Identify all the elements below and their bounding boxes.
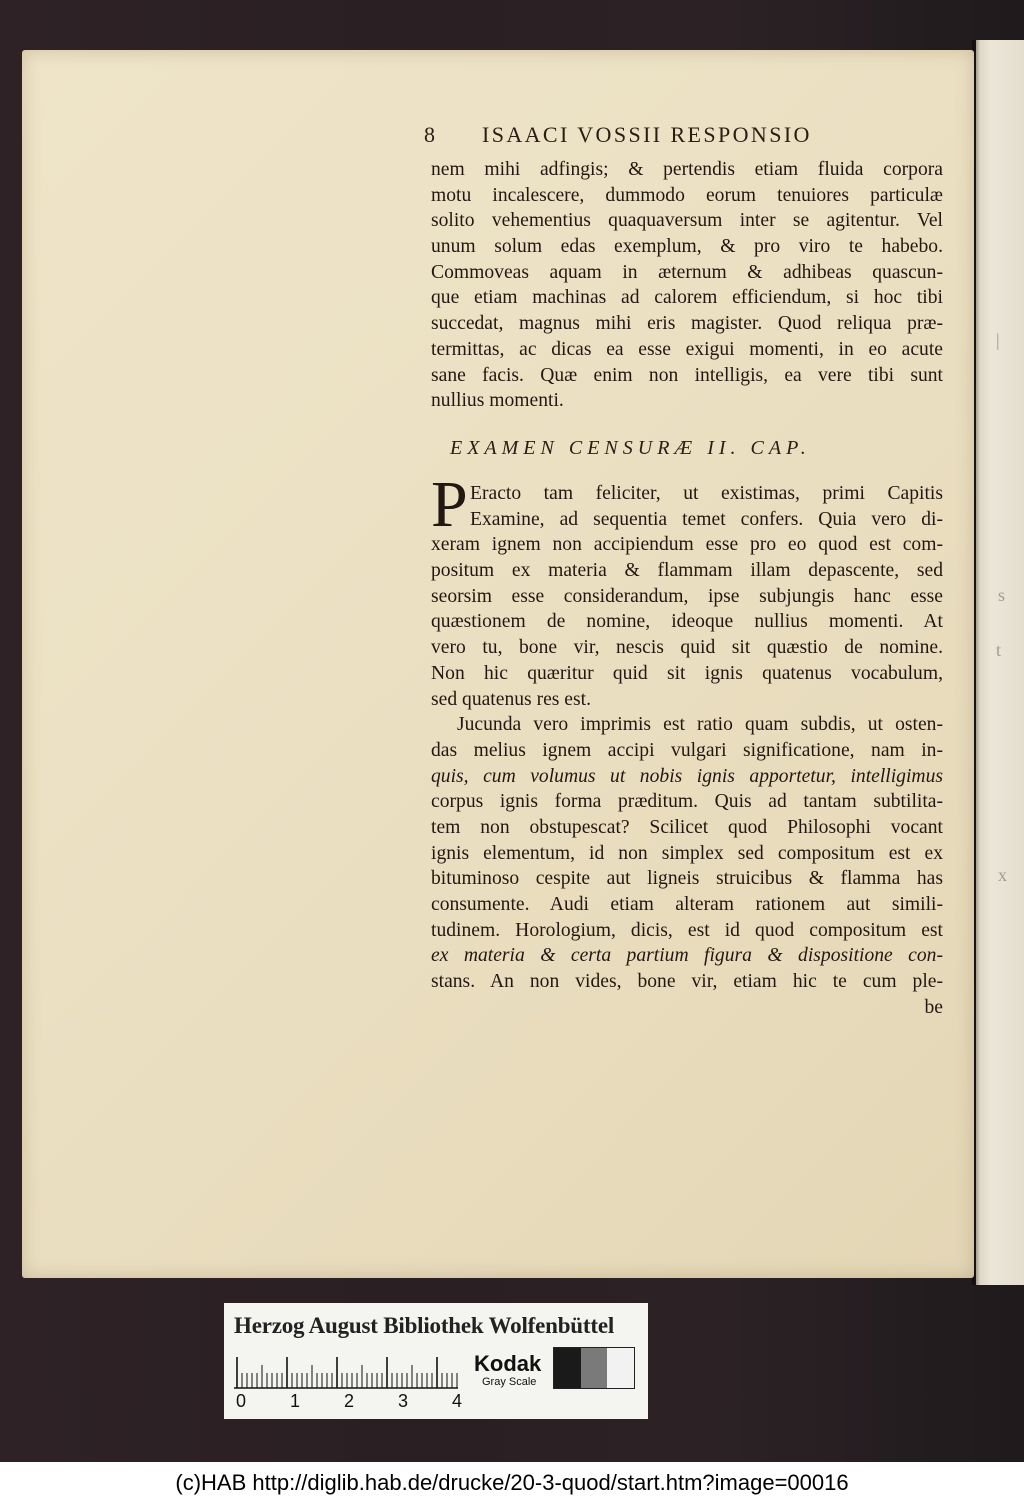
text-line: bituminoso cespite aut ligneis struicibus & flamma has bbox=[431, 868, 943, 890]
text-line: que etiam machinas ad calorem efficiendum, si hoc tibi bbox=[431, 287, 943, 309]
text-line: quis, cum volumus ut nobis ignis apportetur, intelligimus bbox=[431, 765, 943, 787]
drop-cap: P bbox=[431, 468, 468, 541]
color-reference-card bbox=[224, 1303, 648, 1419]
text-line: nullius momenti. bbox=[431, 390, 564, 412]
text-line: positum ex materia & flammam illam depascente, sed bbox=[431, 560, 943, 582]
text-line: motu incalescere, dummodo eorum tenuiores particulæ bbox=[431, 184, 943, 206]
text-line: xeram ignem non accipiendum esse pro eo quod est com- bbox=[431, 534, 943, 556]
ruler-numbers bbox=[224, 1391, 484, 1415]
ruler-scale bbox=[234, 1355, 458, 1389]
ruler-number: 0 bbox=[236, 1391, 247, 1411]
section-heading: EXAMEN CENSURÆ II. CAP. bbox=[450, 437, 811, 459]
text-line: corpus ignis forma præditum. Quis ad tantam subtilita- bbox=[431, 791, 943, 813]
copyright-url: (c)HAB http://diglib.hab.de/drucke/20-3-quod/start.htm?image=00016 bbox=[175, 1470, 849, 1495]
ruler-number: 4 bbox=[452, 1391, 463, 1411]
text-line: tem non obstupescat? Scilicet quod Philosophi vocant bbox=[431, 816, 943, 838]
footer-bar bbox=[0, 1462, 1024, 1504]
section-body bbox=[431, 481, 943, 1020]
text-line: tudinem. Horologium, dicis, est id quod compositum est bbox=[431, 919, 943, 941]
kodak-logo: Kodak bbox=[474, 1351, 542, 1376]
facing-page-edge: | s t x bbox=[976, 40, 1024, 1285]
running-head bbox=[424, 122, 944, 150]
text-line: sane facis. Quæ enim non intelligis, ea vere tibi sunt bbox=[431, 364, 943, 386]
text-line: das melius ignem accipi vulgari significatione, nam in- bbox=[431, 739, 943, 761]
swatch-white bbox=[607, 1348, 634, 1388]
text-line: Commoveas aquam in æternum & adhibeas quascun- bbox=[431, 261, 943, 283]
text-line: nem mihi adfingis; & pertendis etiam fluida corpora bbox=[431, 159, 943, 180]
swatch-black bbox=[554, 1348, 581, 1388]
paragraph-continued bbox=[431, 157, 943, 414]
text-line: Jucunda vero imprimis est ratio quam subdis, ut osten- bbox=[457, 714, 943, 736]
text-line: ignis elementum, id non simplex sed compositum est ex bbox=[431, 842, 943, 864]
library-name: Herzog August Bibliothek Wolfenbüttel bbox=[234, 1313, 615, 1338]
ruler-number: 3 bbox=[398, 1391, 409, 1411]
text-line: stans. An non vides, bone vir, etiam hic te cum ple- bbox=[431, 971, 943, 993]
text-line: ex materia & certa partium figura & dispositione con- bbox=[431, 945, 943, 967]
catchword: be bbox=[924, 996, 943, 1018]
text-line: consumente. Audi etiam alteram rationem aut simili- bbox=[431, 894, 943, 915]
text-line: termittas, ac dicas ea esse exigui momenti, in eo acute bbox=[431, 338, 943, 360]
text-line: succedat, magnus mihi eris magister. Quod reliqua præ- bbox=[431, 313, 943, 335]
swatch-gray bbox=[581, 1348, 608, 1388]
ruler-number: 1 bbox=[290, 1391, 301, 1411]
gray-swatches bbox=[553, 1347, 635, 1389]
text-line: solito vehementius quaquaversum inter se agitentur. Vel bbox=[431, 210, 943, 232]
text-line: Eracto tam feliciter, ut existimas, primi Capitis bbox=[470, 483, 943, 504]
text-line: seorsim esse considerandum, ipse subjungis hanc esse bbox=[431, 585, 943, 607]
running-title: ISAACI VOSSII RESPONSIO bbox=[482, 122, 812, 147]
text-line: Non hic quæritur quid sit ignis quatenus vocabulum, bbox=[431, 662, 943, 684]
text-line: quæstionem de nomine, ideoque nullius momenti. At bbox=[431, 611, 943, 633]
text-line: Examine, ad sequentia temet confers. Quia vero di- bbox=[470, 508, 943, 530]
ruler-number: 2 bbox=[344, 1391, 355, 1411]
page-number: 8 bbox=[424, 122, 438, 147]
gray-scale-label: Gray Scale bbox=[482, 1376, 537, 1388]
text-line: sed quatenus res est. bbox=[431, 688, 591, 710]
text-line: vero tu, bone vir, nescis quid sit quæstio de nomine. bbox=[431, 637, 943, 659]
text-line: unum solum edas exemplum, & pro viro te habebo. bbox=[431, 236, 943, 258]
